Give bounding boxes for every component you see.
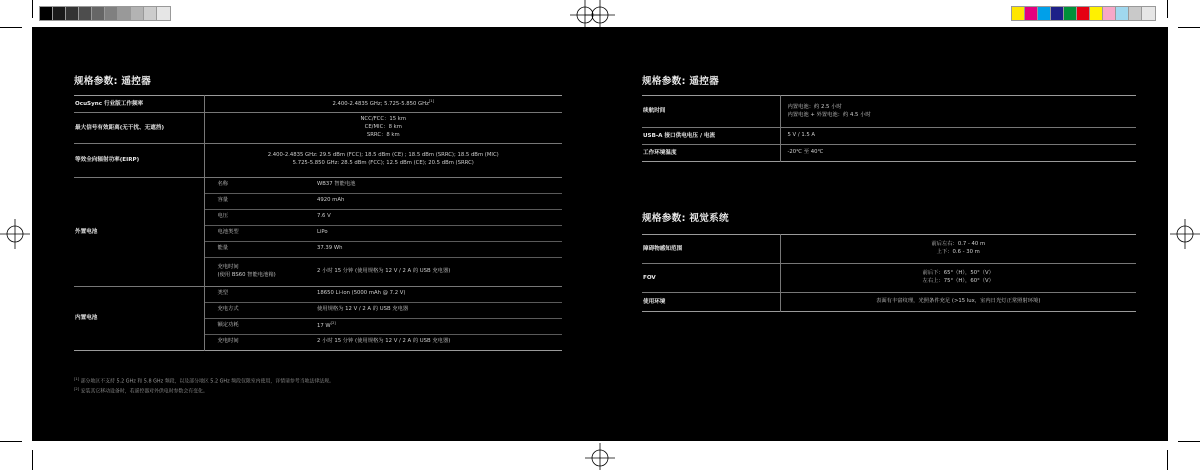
- section-title-vision-system: 规格参数: 视觉系统: [642, 213, 729, 224]
- spec-value-line: 左右上：75°（H），60°（V）: [922, 278, 994, 284]
- spec-label: 最大信号有效距离(无干扰、无遮挡): [74, 112, 204, 143]
- footnotes: [74, 376, 334, 396]
- crop-mark: [1178, 27, 1200, 28]
- sub-spec-value: 4920 mAh: [311, 193, 562, 209]
- sub-spec-value: 2 小时 15 分钟 (使用规格为 12 V / 2 A 的 USB 充电器): [311, 334, 562, 350]
- footnote-text: 部分地区不支持 5.2 GHz 和 5.8 GHz 频段，以及部分地区 5.2 GHz 频段仅限室内使用，详情请参考当地法律法规。: [80, 378, 334, 385]
- spec-label-external-battery: 外置电池: [74, 177, 204, 286]
- sub-spec-value: 18650 Li-ion (5000 mAh @ 7.2 V): [311, 286, 562, 302]
- spec-row: [74, 286, 562, 302]
- color-swatch: [1051, 7, 1064, 20]
- footnote: [74, 376, 334, 386]
- sub-spec-value: [311, 318, 562, 334]
- spec-value: [204, 143, 562, 177]
- color-swatch: [105, 7, 118, 20]
- section-title-remote-controller: 规格参数: 遥控器: [642, 76, 720, 87]
- left-page: [32, 27, 600, 441]
- sub-spec-value-text: 17 W: [317, 323, 331, 330]
- crop-mark: [1167, 0, 1168, 18]
- sub-spec-label: 电池类型: [204, 225, 311, 241]
- color-swatch: [1025, 7, 1038, 20]
- color-swatch: [1116, 7, 1129, 20]
- sub-spec-label: 电压: [204, 209, 311, 225]
- color-swatch: [40, 7, 53, 20]
- color-swatch: [1012, 7, 1025, 20]
- footnote-mark: [1]: [428, 99, 434, 103]
- spec-value: 表面有丰富纹理，光照条件充足 (>15 lux，室内日光灯正常照射环境): [780, 293, 1136, 312]
- color-swatch: [92, 7, 105, 20]
- spec-table-vision-system: [642, 234, 1136, 312]
- spec-value-line: 内置电池 + 外置电池：约 4.5 小时: [787, 111, 871, 118]
- grayscale-bar: [40, 7, 170, 20]
- spec-row: [642, 128, 1136, 145]
- sub-spec-value: 37.39 Wh: [311, 241, 562, 257]
- footnote: [74, 386, 334, 396]
- registration-mark-bottom: [585, 443, 615, 470]
- spec-row: [74, 143, 562, 177]
- crop-mark: [0, 441, 22, 442]
- spec-row: [74, 177, 562, 193]
- spec-value-line: SRRC：8 km: [366, 131, 400, 138]
- sub-spec-label-line: 充电时间: [217, 263, 239, 270]
- sub-spec-label: 能量: [204, 241, 311, 257]
- spec-value: 5 V / 1.5 A: [780, 128, 1136, 145]
- registration-mark-top-right: [585, 0, 615, 30]
- sub-spec-value: 2 小时 15 分钟 (使用规格为 12 V / 2 A 的 USB 充电器): [311, 257, 562, 286]
- spec-label: FOV: [642, 264, 780, 293]
- spec-row: [74, 96, 562, 113]
- spec-label: 等效全向辐射功率(EIRP): [74, 143, 204, 177]
- registration-mark-right: [1170, 219, 1200, 249]
- sub-spec-label: 额定功耗: [204, 318, 311, 334]
- sub-spec-value: 7.6 V: [311, 209, 562, 225]
- spec-label: 障碍物感知范围: [643, 245, 683, 252]
- spec-value-line: 2.400-2.4835 GHz: 29.5 dBm (FCC); 18.5 dBm (CE) ; 18.5 dBm (SRRC); 18.5 dBm (MIC): [267, 152, 499, 159]
- spec-value-line: 5.725-5.850 GHz: 28.5 dBm (FCC); 12.5 dBm (CE); 20.5 dBm (SRRC): [292, 160, 474, 167]
- color-swatch: [157, 7, 170, 20]
- color-swatch: [131, 7, 144, 20]
- color-bar: [1012, 7, 1155, 20]
- color-swatch: [79, 7, 92, 20]
- sub-spec-label: 名称: [204, 177, 311, 193]
- spec-label: 工作环境温度: [642, 145, 780, 162]
- spec-value: [780, 264, 1136, 293]
- spec-value: [204, 96, 562, 113]
- footnote-mark: [1]: [74, 377, 80, 381]
- spec-value-line: 内置电池：约 2.5 小时: [787, 103, 842, 110]
- spec-label: 续航时间: [643, 108, 666, 115]
- sub-spec-label: 充电方式: [204, 302, 311, 318]
- spec-value-line: NCC/FCC：15 km: [360, 115, 407, 122]
- spec-value-line: 上下：0.6 - 30 m: [936, 249, 980, 255]
- footnote-mark: [2]: [74, 387, 80, 392]
- crop-mark: [0, 27, 22, 28]
- crop-mark: [1167, 450, 1168, 470]
- spec-row: [642, 96, 1136, 128]
- spec-row: [642, 145, 1136, 162]
- crop-mark: [32, 450, 33, 470]
- spec-row: [642, 264, 1136, 293]
- spec-row: [642, 293, 1136, 312]
- spec-value-line: 2.400-2.4835 GHz; 5.725-5.850 GHz: [332, 100, 429, 107]
- color-swatch: [1038, 7, 1051, 20]
- sub-spec-label: [204, 257, 311, 286]
- color-swatch: [1129, 7, 1142, 20]
- spec-value: [780, 96, 1136, 128]
- sub-spec-value: LiPo: [311, 225, 562, 241]
- sub-spec-label: 充电时间: [204, 334, 311, 350]
- spec-value: [204, 112, 562, 143]
- spec-value-line: 前后左右：0.7 - 40 m: [931, 241, 986, 248]
- sub-spec-value: 使用规格为 12 V / 2 A 的 USB 充电器: [311, 302, 562, 318]
- footnote-text: 安装其它移动设备时，若遥控器对外供电时参数会有变化。: [80, 388, 208, 395]
- spec-label-internal-battery: 内置电池: [74, 286, 204, 350]
- spec-label: 使用环境: [642, 293, 780, 312]
- footnote-mark: [2]: [330, 321, 336, 326]
- spec-value: [780, 235, 1136, 264]
- registration-mark-left: [0, 219, 30, 249]
- crop-mark: [1178, 441, 1200, 442]
- color-swatch: [118, 7, 131, 20]
- spec-label: OcuSync 行业版工作频率: [75, 100, 144, 107]
- spec-row: [74, 112, 562, 143]
- spec-value: -20℃ 至 40℃: [780, 145, 1136, 162]
- spec-value-line: CE/MIC：8 km: [364, 123, 402, 130]
- color-swatch: [1103, 7, 1116, 20]
- color-swatch: [1077, 7, 1090, 20]
- color-swatch: [66, 7, 79, 20]
- spec-table-remote-controller-cont: [642, 95, 1136, 162]
- spec-label: USB-A 接口供电电压 / 电流: [642, 128, 780, 145]
- sub-spec-label-line: (使用 BS60 智能电池箱): [217, 271, 276, 278]
- sub-spec-label: 容量: [204, 193, 311, 209]
- crop-mark: [32, 0, 33, 18]
- color-swatch: [1090, 7, 1103, 20]
- spec-value-line: 前后下：65°（H），50°（V）: [922, 270, 994, 277]
- color-swatch: [144, 7, 157, 20]
- color-swatch: [53, 7, 66, 20]
- color-swatch: [1064, 7, 1077, 20]
- right-page: [600, 27, 1168, 441]
- color-swatch: [1142, 7, 1155, 20]
- section-title-remote-controller: 规格参数: 遥控器: [74, 76, 152, 87]
- sub-spec-value: WB37 智能电池: [311, 177, 562, 193]
- spec-row: [642, 235, 1136, 264]
- brochure-spread: [32, 27, 1168, 441]
- spec-table-remote-controller: [74, 95, 562, 351]
- sub-spec-label: 类型: [204, 286, 311, 302]
